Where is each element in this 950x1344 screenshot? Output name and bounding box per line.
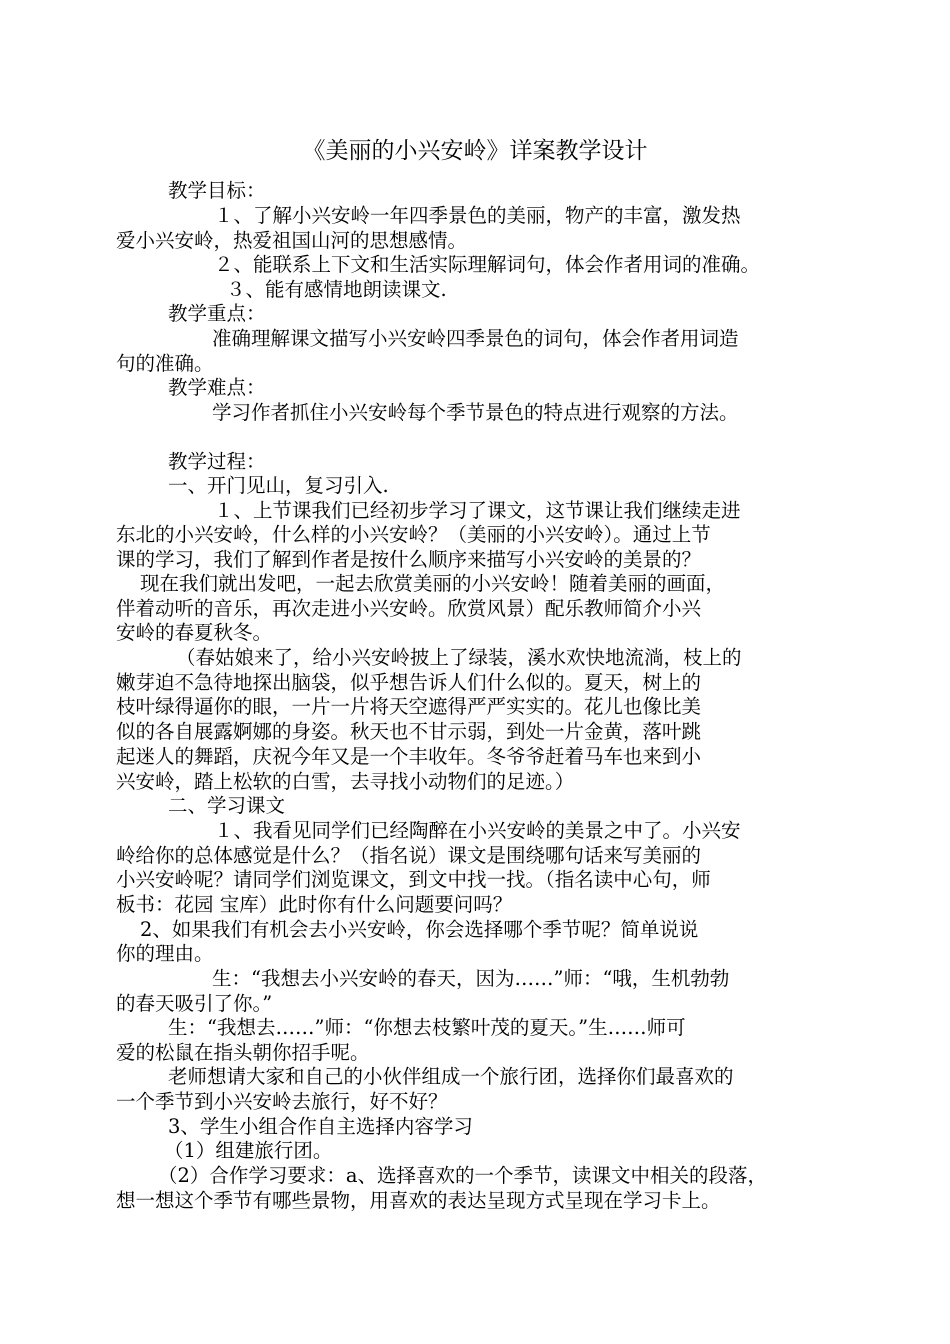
paragraph-line: （1）组建旅行团。 xyxy=(164,1139,333,1162)
paragraph-line: 枝叶绿得逼你的眼，一片一片将天空遮得严严实实的。花儿也像比美 xyxy=(116,695,702,718)
subsection-heading: 二、学习课文 xyxy=(168,794,286,817)
paragraph-line: 老师想请大家和自己的小伙伴组成一个旅行团，选择你们最喜欢的 xyxy=(168,1065,734,1088)
paragraph-line: １、我看见同学们已经陶醉在小兴安岭的美景之中了。小兴安 xyxy=(214,819,741,842)
section-heading-difficulties: 教学难点： xyxy=(168,376,266,399)
paragraph-line: 爱的松鼠在指头朝你招手呢。 xyxy=(116,1041,370,1064)
paragraph-line: 你的理由。 xyxy=(116,942,214,965)
paragraph-line: ２、能联系上下文和生活实际理解词句，体会作者用词的准确。 xyxy=(214,253,761,276)
document-title: 《美丽的小兴安岭》详案教学设计 xyxy=(302,138,648,164)
section-heading-key-points: 教学重点： xyxy=(168,302,266,325)
paragraph-line: 伴着动听的音乐，再次走进小兴安岭。欣赏风景）配乐教师简介小兴 xyxy=(116,597,702,620)
paragraph-line: 想一想这个季节有哪些景物，用喜欢的表达呈现方式呈现在学习卡上。 xyxy=(116,1189,721,1212)
paragraph-line: 岭给你的总体感觉是什么？（指名说）课文是围绕哪句话来写美丽的 xyxy=(116,844,702,867)
paragraph-line: 似的各自展露婀娜的身姿。秋天也不甘示弱，到处一片金黄，落叶跳 xyxy=(116,720,702,743)
paragraph-line: １、上节课我们已经初步学习了课文，这节课让我们继续走进 xyxy=(214,499,741,522)
paragraph-line: 起迷人的舞蹈，庆祝今年又是一个丰收年。冬爷爷赶着马车也来到小 xyxy=(116,745,702,768)
paragraph-line: 生：“我想去小兴安岭的春天，因为……”师：“哦，生机勃勃 xyxy=(212,967,730,990)
paragraph-line: 板书：花园 宝库）此时你有什么问题要问吗？ xyxy=(116,893,513,916)
paragraph-line: 2、如果我们有机会去小兴安岭，你会选择哪个季节呢？简单说说 xyxy=(140,918,699,941)
paragraph-line: 3、学生小组合作自主选择内容学习 xyxy=(168,1115,473,1138)
section-heading-objectives: 教学目标： xyxy=(168,179,266,202)
paragraph-line: １、了解小兴安岭一年四季景色的美丽，物产的丰富，激发热 xyxy=(214,204,741,227)
paragraph-line: 准确理解课文描写小兴安岭四季景色的词句，体会作者用词造 xyxy=(212,327,739,350)
paragraph-line: 东北的小兴安岭，什么样的小兴安岭？（美丽的小兴安岭）。通过上节 xyxy=(116,523,711,546)
paragraph-line: ３、能有感情地朗读课文. xyxy=(226,278,447,301)
paragraph-line: 爱小兴安岭，热爱祖国山河的思想感情。 xyxy=(116,229,468,252)
section-heading-process: 教学过程： xyxy=(168,450,266,473)
paragraph-line: 的春天吸引了你。” xyxy=(116,992,273,1015)
paragraph-line: 课的学习，我们了解到作者是按什么顺序来描写小兴安岭的美景的？ xyxy=(116,548,702,571)
paragraph-line: 嫩芽迫不急待地探出脑袋，似乎想告诉人们什么似的。夏天，树上的 xyxy=(116,671,702,694)
paragraph-line: 小兴安岭呢？请同学们浏览课文，到文中找一找。（指名读中心句，师 xyxy=(116,868,711,891)
paragraph-line: 现在我们就出发吧，一起去欣赏美丽的小兴安岭！随着美丽的画面， xyxy=(140,572,726,595)
paragraph-line: 生：“我想去……”师：“你想去枝繁叶茂的夏天。”生……师可 xyxy=(168,1016,686,1039)
subsection-heading: 一、开门见山，复习引入. xyxy=(168,474,389,497)
paragraph-line: 兴安岭，踏上松软的白雪，去寻找小动物们的足迹。） xyxy=(116,770,575,793)
paragraph-line: （春姑娘来了，给小兴安岭披上了绿装，溪水欢快地流淌，枝上的 xyxy=(176,646,742,669)
paragraph-line: 一个季节到小兴安岭去旅行，好不好？ xyxy=(116,1090,448,1113)
paragraph-line: （2）合作学习要求：a、选择喜欢的一个季节，读课文中相关的段落， xyxy=(158,1164,768,1187)
paragraph-line: 安岭的春夏秋冬。 xyxy=(116,621,273,644)
paragraph-line: 学习作者抓住小兴安岭每个季节景色的特点进行观察的方法。 xyxy=(212,401,739,424)
paragraph-line: 句的准确。 xyxy=(116,352,214,375)
